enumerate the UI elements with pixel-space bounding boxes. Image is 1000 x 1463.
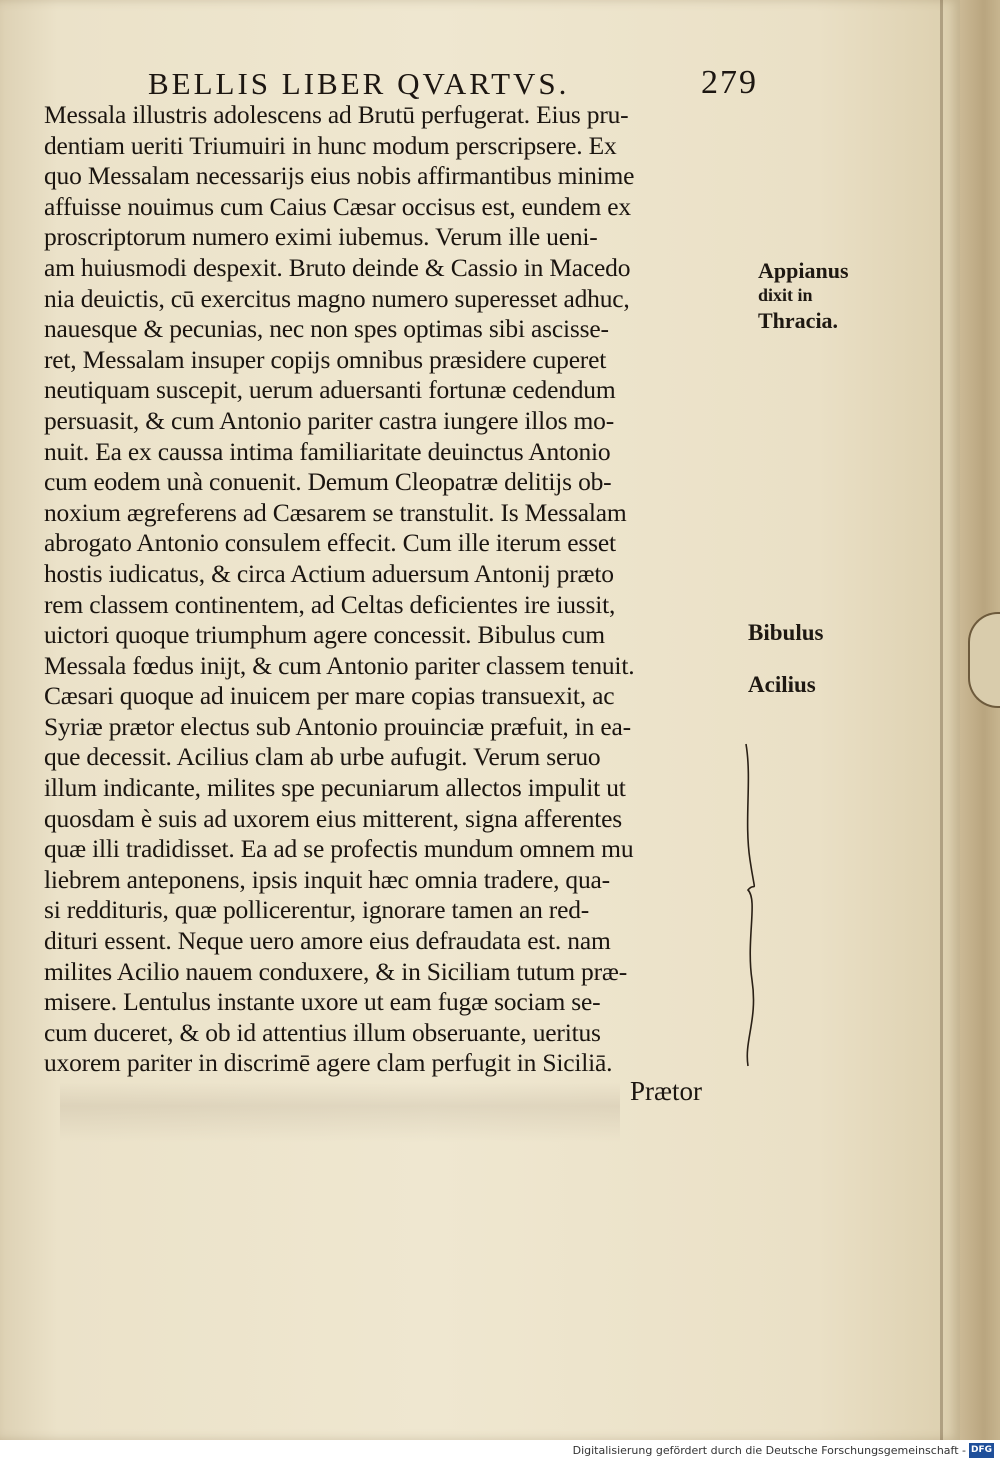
text-line: hostis iudicatus, & circa Actium aduersum Antonij præto [44,558,614,588]
text-line: uictori quoque triumphum agere concessit. Bibulus cum [44,620,605,650]
text-line: nuit. Ea ex caussa intima familiaritate deuinctus Antonio [44,436,611,466]
text-line: misere. Lentulus instante uxore ut eam fugæ sociam se- [44,987,601,1017]
text-line: proscriptorum numero eximi iubemus. Verum ille ueni- [44,222,598,252]
book-edge [960,0,1000,1440]
dfg-logo: DFG [969,1443,994,1458]
body-text [44,100,764,1079]
text-line: si reddituris, quæ pollicerentur, ignorare tamen an red- [44,895,590,925]
text-line: dentiam ueriti Triumuiri in hunc modum perscripsere. Ex [44,130,617,160]
page-gutter-line [940,0,943,1440]
book-clasp [968,612,1000,708]
margin-note-bibulus: Bibulus [748,620,824,645]
text-line: Messala fœdus inijt, & cum Antonio pariter classem tenuit. [44,650,635,680]
digitization-credit: Digitalisierung gefördert durch die Deutsche Forschungsgemeinschaft - [572,1444,966,1457]
margin-note-acilius: Acilius [748,672,816,697]
margin-note-line: dixit in [758,285,813,305]
text-line: am huiusmodi despexit. Bruto deinde & Cassio in Macedo [44,252,631,282]
margin-note-line: Appianus [758,258,849,283]
running-head: BELLIS LIBER QVARTVS. [148,66,570,101]
footer-bar [0,1440,1000,1463]
text-line: uxorem pariter in discrimē agere clam perfugit in Siciliā. [44,1048,613,1078]
page-header [148,64,768,104]
text-line: noxium ægreferens ad Cæsarem se transtulit. Is Messalam [44,497,627,527]
catchword: Prætor [630,1076,703,1106]
text-line: quo Messalam necessarijs eius nobis affirmantibus minime [44,161,635,191]
text-line: cum duceret, & ob id attentius illum obseruante, ueritus [44,1017,601,1047]
text-line: ret, Messalam insuper copijs omnibus præsidere cuperet [44,344,607,374]
margin-bracket [740,740,760,1070]
text-line: que decessit. Acilius clam ab urbe aufugit. Verum seruo [44,742,601,772]
text-line: nia deuictis, cū exercitus magno numero superesset adhuc, [44,283,630,313]
text-line: Messala illustris adolescens ad Brutū perfugerat. Eius pru- [44,100,629,129]
text-line: Syriæ prætor electus sub Antonio prouinciæ præfuit, in ea- [44,711,631,741]
text-line: rem classem continentem, ad Celtas deficientes ire iussit, [44,589,616,619]
margin-note-appianus [758,258,868,333]
text-line: persuasit, & cum Antonio pariter castra iungere illos mo- [44,405,614,435]
text-line: liebrem anteponens, ipsis inquit hæc omnia tradere, qua- [44,864,610,894]
text-line: cum eodem unà conuenit. Demum Cleopatræ delitijs ob- [44,467,612,497]
page-number: 279 [701,64,758,101]
text-line: illum indicante, milites spe pecuniarum allectos impulit ut [44,773,626,803]
margin-note-line: Thracia. [758,308,839,333]
text-line: nauesque & pecunias, nec non spes optimas sibi ascisse- [44,314,609,344]
show-through-shadow [60,1082,620,1142]
text-line: quosdam è suis ad uxorem eius mitterent, signa afferentes [44,803,623,833]
text-line: dituri essent. Neque uero amore eius defraudata est. nam [44,926,611,956]
text-line: abrogato Antonio consulem effecit. Cum ille iterum esset [44,528,616,558]
text-line: affuisse nouimus cum Caius Cæsar occisus est, eundem ex [44,191,631,221]
text-line: neutiquam suscepit, uerum aduersanti fortunæ cedendum [44,375,616,405]
text-line: quæ illi tradidisset. Ea ad se profectis mundum omnem mu [44,834,634,864]
text-line: Cæsari quoque ad inuicem per mare copias transuexit, ac [44,681,615,711]
text-line: milites Acilio nauem conduxere, & in Siciliam tutum præ- [44,956,627,986]
